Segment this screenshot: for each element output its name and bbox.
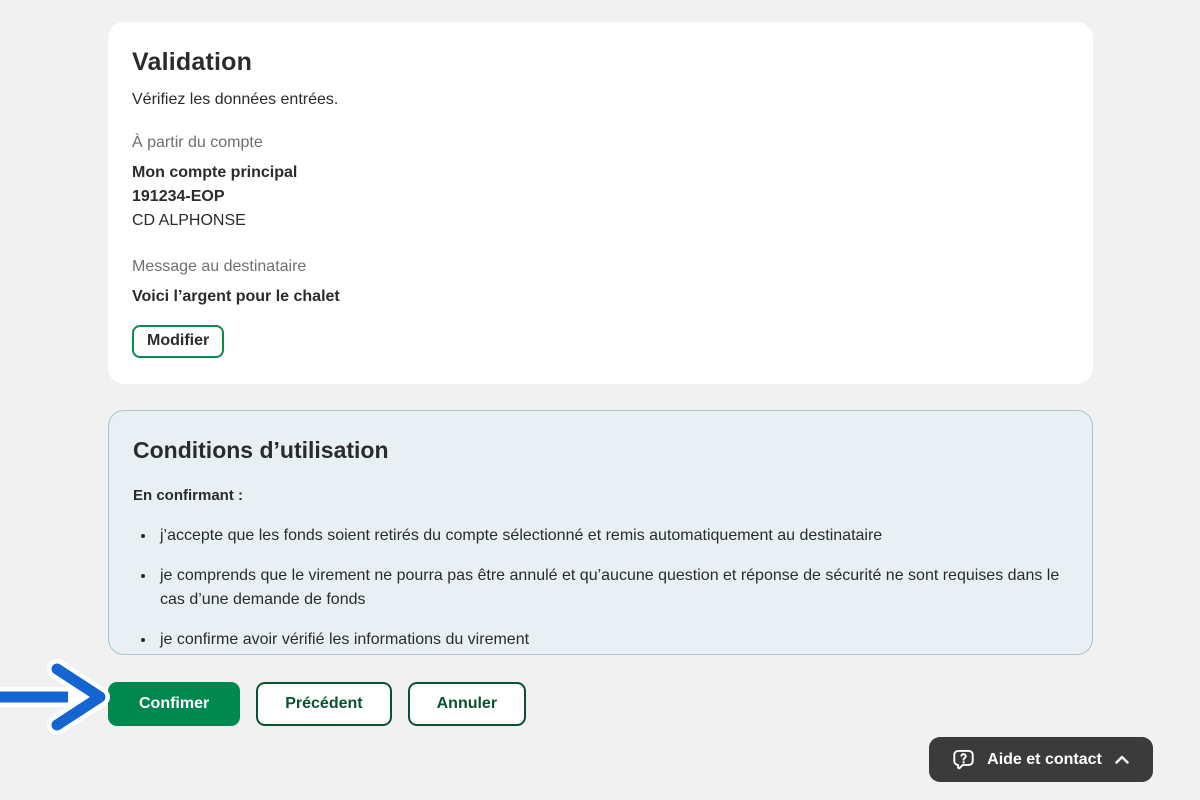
conditions-intro: En confirmant : <box>133 487 244 504</box>
validation-subtitle: Vérifiez les données entrées. <box>132 91 339 108</box>
validation-card <box>108 22 1093 384</box>
condition-item: • je confirme avoir vérifié les informations du virement <box>156 628 1068 652</box>
recipient-message-label: Message au destinataire <box>132 258 307 275</box>
help-contact-label: Aide et contact <box>987 750 1102 768</box>
help-chat-bubble-icon <box>950 746 977 773</box>
chevron-up-icon <box>1112 750 1132 770</box>
annotation-arrow-icon <box>0 652 112 742</box>
from-account-label: À partir du compte <box>132 134 263 151</box>
condition-item: • j’accepte que les fonds soient retirés du compte sélectionné et remis automatiquement au destinataire <box>156 524 1068 548</box>
conditions-title: Conditions d’utilisation <box>133 437 389 463</box>
account-number: 191234-EOP <box>132 188 225 205</box>
from-account-value <box>132 161 1069 233</box>
conditions-card <box>108 410 1093 655</box>
previous-button[interactable]: Précédent <box>256 682 391 726</box>
action-buttons-row <box>108 682 1093 726</box>
help-contact-button[interactable] <box>929 737 1153 782</box>
conditions-list <box>133 524 1068 652</box>
condition-item: • je comprends que le virement ne pourra pas être annulé et qu’aucune question et réponse de sécurité ne sont requises dans le cas d’une demande de fonds <box>156 564 1068 612</box>
main-content <box>108 22 1093 726</box>
validation-title: Validation <box>132 48 253 76</box>
account-holder: CD ALPHONSE <box>132 212 246 229</box>
message-text: Voici l’argent pour le chalet <box>132 288 340 305</box>
recipient-message-value <box>132 285 1069 309</box>
account-name: Mon compte principal <box>132 164 298 181</box>
modify-button[interactable]: Modifier <box>132 325 224 358</box>
cancel-button[interactable]: Annuler <box>408 682 526 726</box>
confirm-button[interactable]: Confimer <box>108 682 240 726</box>
